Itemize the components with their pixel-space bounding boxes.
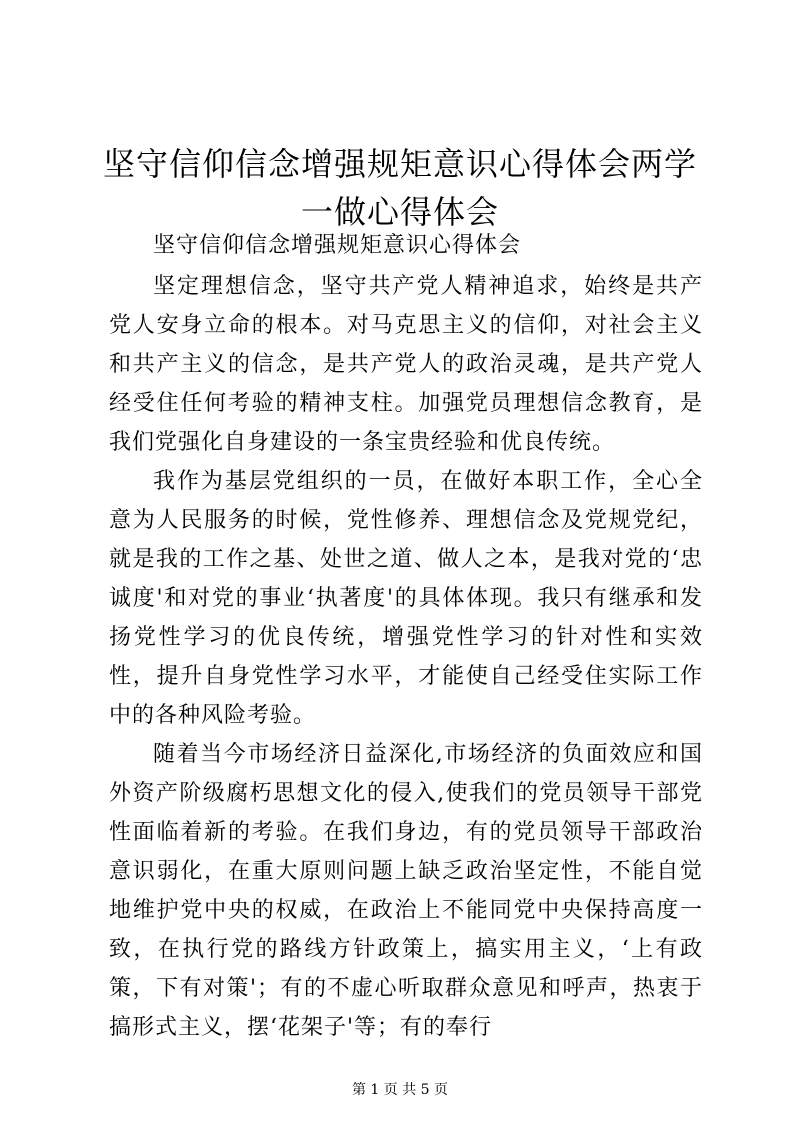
paragraph-3: 随着当今市场经济日益深化,市场经济的负面效应和国外资产阶级腐朽思想文化的侵入,使我们的党员领导干部党性面临着新的考验。在我们身边，有的党员领导干部政治意识弱化，在重大原则问题上缺乏政治坚定性，不能自觉地维护党中央的权威，在政治上不能同党中央保持高度一致，在执行党的路线方针政策上，搞实用主义，‘上有政策，下有对策'；有的不虚心听取群众意见和呼声，热衷于搞形式主义，摆‘花架子'等；有的奉行 bbox=[109, 742, 703, 1040]
page-footer: 第 1 页 共 5 页 bbox=[351, 1082, 449, 1098]
document-body bbox=[109, 226, 703, 1047]
paragraph-2: 我作为基层党组织的一员，在做好本职工作，全心全意为人民服务的时候，党性修养、理想信念及党规党纪，就是我的工作之基、处世之道、做人之本，是我对党的‘忠诚度'和对党的事业‘执著度'的具体体现。我只有继承和发扬党性学习的优良传统，增强党性学习的针对性和实效性，提升自身党性学习水平，才能使自己经受住实际工作中的各种风险考验。 bbox=[109, 469, 703, 728]
document-subtitle: 坚守信仰信念增强规矩意识心得体会 bbox=[153, 233, 522, 258]
document-title: 坚守信仰信念增强规矩意识心得体会两学一做心得体会 bbox=[102, 145, 697, 231]
paragraph-1: 坚定理想信念，坚守共产党人精神追求，始终是共产党人安身立命的根本。对马克思主义的信仰，对社会主义和共产主义的信念，是共产党人的政治灵魂，是共产党人经受住任何考验的精神支柱。加强党员理想信念教育，是我们党强化自身建设的一条宝贵经验和优良传统。 bbox=[109, 274, 703, 455]
